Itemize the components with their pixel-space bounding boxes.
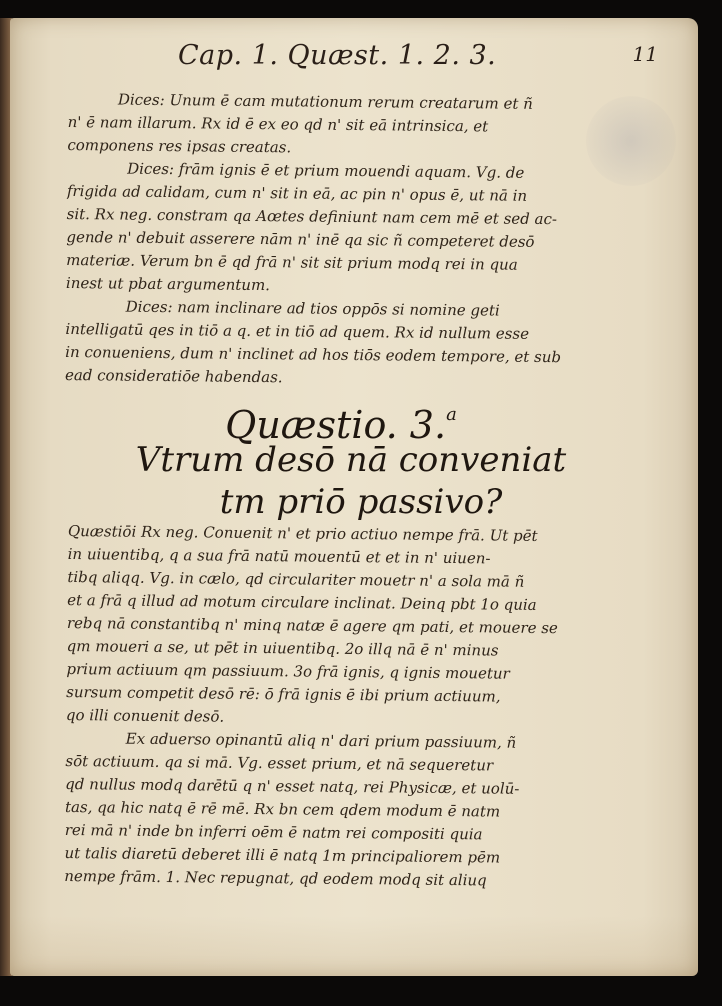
text-line: rebq nā constantibq n' minq natæ ē agere qm pati, et mouere se <box>66 613 558 638</box>
text-line: Ex aduerso opinantū aliq n' dari prium passiuum, ñ <box>125 729 517 752</box>
text-line: ut talis diaretū deberet illi ē natq 1m principaliorem pēm <box>64 843 501 867</box>
text-line: Dices: nam inclinare ad tios oppōs si nomine geti <box>125 297 500 320</box>
text-line: Dices: frām ignis ē et prium mouendi aquam. Vg. de <box>127 159 525 182</box>
text-line: materiæ. Verum bn ē qd frā n' sit sit prium modq rei in qua <box>66 250 518 274</box>
text-line: intelligatū qes in tiō a q. et in tiō ad quem. Rx id nullum esse <box>65 319 530 343</box>
folio-number: 11 <box>632 42 658 66</box>
question-title-text: Quæstio. 3. <box>225 403 447 447</box>
text-line: tibq aliqq. Vg. in cælo, qd circulariter mouetr n' a sola mā ñ <box>67 567 525 591</box>
page-header <box>178 40 658 80</box>
text-line: prium actiuum qm passiuum. 3o frā ignis, q ignis mouetur <box>66 659 510 683</box>
upper-text-block <box>65 88 648 393</box>
text-line: qo illi conuenit desō. <box>65 705 225 726</box>
text-line: Quæstiōi Rx neg. Conuenit n' et prio actiuo nempe frā. Ut pēt <box>67 521 538 545</box>
text-line: in uiuentibq, q a sua frā natū mouentū et et in n' uiuen- <box>67 544 491 568</box>
text-line: sōt actiuum. qa si mā. Vg. esset prium, et nā sequeretur <box>65 751 494 775</box>
text-line: sursum competit desō rē: ō frā ignis ē ibi prium actiuum, <box>66 682 501 706</box>
text-line: in conueniens, dum n' inclinet ad hos tiōs eodem tempore, et sub <box>65 342 562 367</box>
text-line: qm moueri a se, ut pēt in uiuentibq. 2o illq nā ē n' minus <box>66 636 499 660</box>
question-title-superscript: a <box>446 404 457 425</box>
lower-text-block <box>64 520 648 894</box>
text-line: tas, qa hic natq ē rē mē. Rx bn cem qdem modum ē natm <box>64 797 501 821</box>
text-line: qd nullus modq darētū q n' esset natq, rei Physicæ, et uolū- <box>65 774 520 798</box>
text-line: ead consideratiōe habendas. <box>64 365 283 387</box>
text-line: nempe frām. 1. Nec repugnat, qd eodem modq sit aliuq <box>64 866 487 890</box>
text-line: Dices: Unum ē cam mutationum rerum creatarum et ñ <box>117 90 533 113</box>
text-line: et a frā q illud ad motum circulare inclinat. Deinq pbt 1o quia <box>67 590 537 614</box>
text-line: sit. Rx neg. constram qa Aœtes definiunt nam cem mē et sed ac- <box>66 204 558 229</box>
text-line: componens res ipsas creatas. <box>67 135 292 157</box>
text-line: rei mā n' inde bn inferri oēm ē natm rei compositi quia <box>64 820 483 844</box>
question-subtitle-line-1: Vtrum desō nā conveniat <box>135 440 567 480</box>
question-subtitle-line-2: tm priō passivo? <box>219 482 503 522</box>
text-line: inest ut pbat argumentum. <box>65 273 271 295</box>
manuscript-page <box>10 18 698 976</box>
running-head: Cap. 1. Quæst. 1. 2. 3. <box>178 40 497 71</box>
text-line: n' ē nam illarum. Rx id ē ex eo qd n' sit eā intrinsica, et <box>67 112 489 136</box>
page-foxing <box>10 916 698 976</box>
text-line: frigida ad calidam, cum n' sit in eā, ac pin n' opus ē, ut nā in <box>66 181 528 205</box>
text-line: gende n' debuit asserere nām n' inē qa sic ñ competeret desō <box>66 227 535 251</box>
